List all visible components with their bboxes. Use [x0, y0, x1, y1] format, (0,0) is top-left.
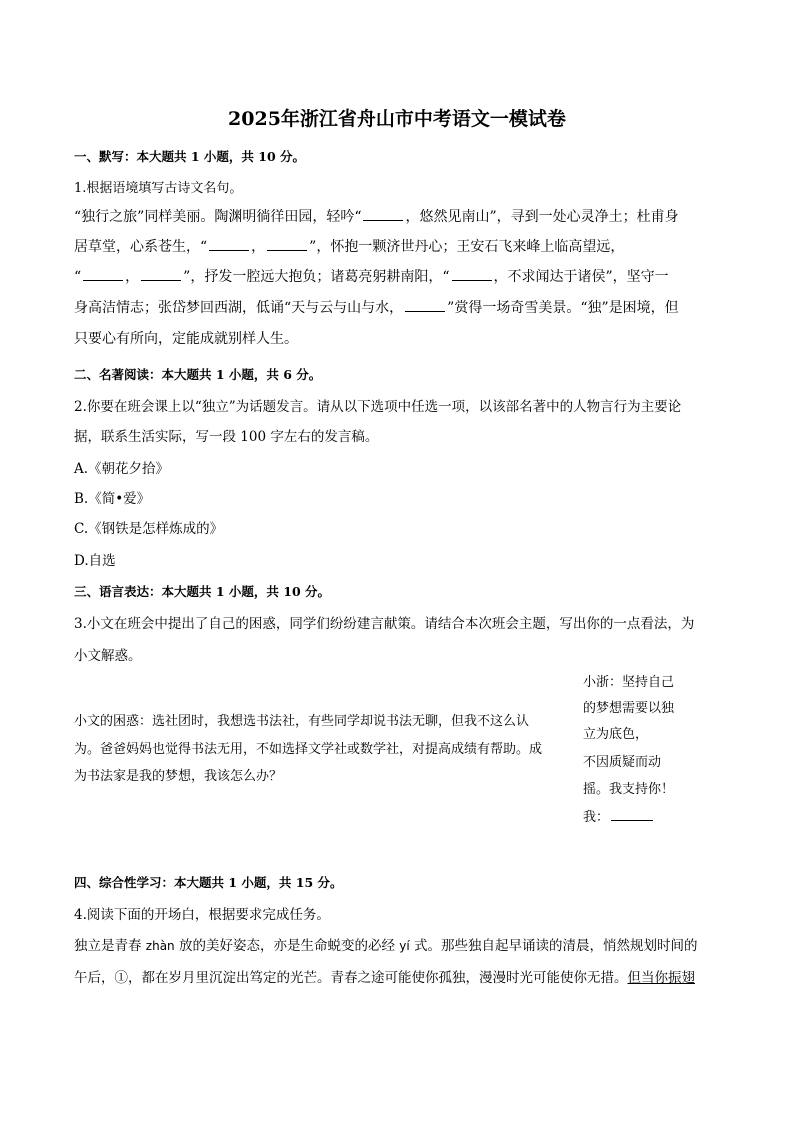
q1-line-5: 只要心有所向，定能成就别样人生。: [74, 331, 298, 347]
answer-blank[interactable]: [363, 206, 403, 221]
pinyin: yí: [399, 939, 410, 953]
answer-blank[interactable]: [405, 297, 445, 312]
question-2-prompt-line-1: 2.你要在班会课上以“独立”为话题发言。请从以下选项中任选一项，以该部名著中的人物言行为主要论: [74, 399, 682, 415]
question-4-prompt: 4.阅读下面的开场白，根据要求完成任务。: [74, 907, 330, 923]
answer-blank[interactable]: [611, 806, 653, 821]
question-2-prompt-line-2: 据，联系生活实际，写一段 100 字左右的发言稿。: [74, 429, 379, 445]
page-title: 2025年浙江省舟山市中考语文一模试卷: [228, 108, 566, 130]
underlined-sentence: 但当你振翅: [627, 970, 695, 986]
opening-speech-line-1: 独立是青春 zhàn 放的美好姿态，亦是生命蜕变的必经 yí 式。那些独自起早诵读的清晨，悄然规划时间的: [74, 938, 698, 954]
q1-line-1: “独行之旅”同样美丽。陶渊明徜徉田园，轻吟“ ，悠然见南山”，寻到一处心灵净土；杜甫身: [74, 206, 679, 226]
option-c: C.《钢铁是怎样炼成的》: [74, 521, 224, 537]
answer-blank[interactable]: [452, 266, 492, 281]
question-3-prompt-line-2: 小文解惑。: [74, 648, 142, 664]
xiaozhe-comment-line: 立为底色，: [583, 727, 649, 742]
q1-line-3: “ ， ”，抒发一腔远大抱负；诸葛亮躬耕南阳，“ ，不求闻达于诸侯”，坚守一: [74, 266, 669, 286]
opening-speech-line-2: 午后，①，都在岁月里沉淀出笃定的光芒。青春之途可能使你孤独，漫漫时光可能使你无措。但当你振翅: [74, 970, 695, 986]
pinyin: zhàn: [145, 939, 175, 953]
answer-blank[interactable]: [141, 266, 181, 281]
question-3-prompt-line-1: 3.小文在班会中提出了自己的困惑，同学们纷纷建言献策。请结合本次班会主题，写出你的一点看法，为: [74, 616, 695, 632]
answer-blank[interactable]: [267, 236, 307, 251]
xiaowen-confusion-line-2: 为。爸爸妈妈也觉得书法无用，不如选择文学社或数学社，对提高成绩有帮助。成: [74, 742, 543, 757]
section-1-heading: 一、默写：本大题共 1 小题，共 10 分。: [74, 149, 306, 164]
section-2-heading: 二、名著阅读：本大题共 1 小题，共 6 分。: [74, 367, 322, 382]
xiaozhe-comment-line: 的梦想需要以独: [583, 701, 675, 716]
option-a: A.《朝花夕拾》: [74, 461, 170, 477]
section-3-heading: 三、语言表达：本大题共 1 小题，共 10 分。: [74, 584, 331, 599]
my-answer-line: 我：: [583, 806, 655, 825]
q1-line-4: 身高洁情志；张岱梦回西湖，低诵“天与云与山与水， ”赏得一场奇雪美景。“独”是困境，但: [74, 297, 679, 317]
xiaowen-confusion-line-1: 小文的困惑：选社团时，我想选书法社，有些同学却说书法无聊，但我不这么认: [74, 714, 530, 729]
xiaozhe-comment-line: 摇。我支持你！: [583, 782, 675, 797]
answer-blank[interactable]: [209, 236, 249, 251]
q1-line-2: 居草堂，心系苍生，“ ， ”，怀抱一颗济世丹心；王安石飞来峰上临高望远，: [74, 236, 624, 256]
question-1-prompt: 1.根据语境填写古诗文名句。: [74, 181, 243, 196]
option-d: D.自选: [74, 553, 116, 569]
xiaozhe-comment-line: 不因质疑而动: [583, 755, 662, 770]
xiaowen-confusion-line-3: 为书法家是我的梦想，我该怎么办？: [74, 769, 283, 784]
xiaozhe-comment-line: 小浙：坚持自己: [583, 675, 675, 690]
section-4-heading: 四、综合性学习：本大题共 1 小题，共 15 分。: [74, 875, 343, 890]
option-b: B.《简•爱》: [74, 491, 151, 507]
answer-blank[interactable]: [83, 266, 123, 281]
